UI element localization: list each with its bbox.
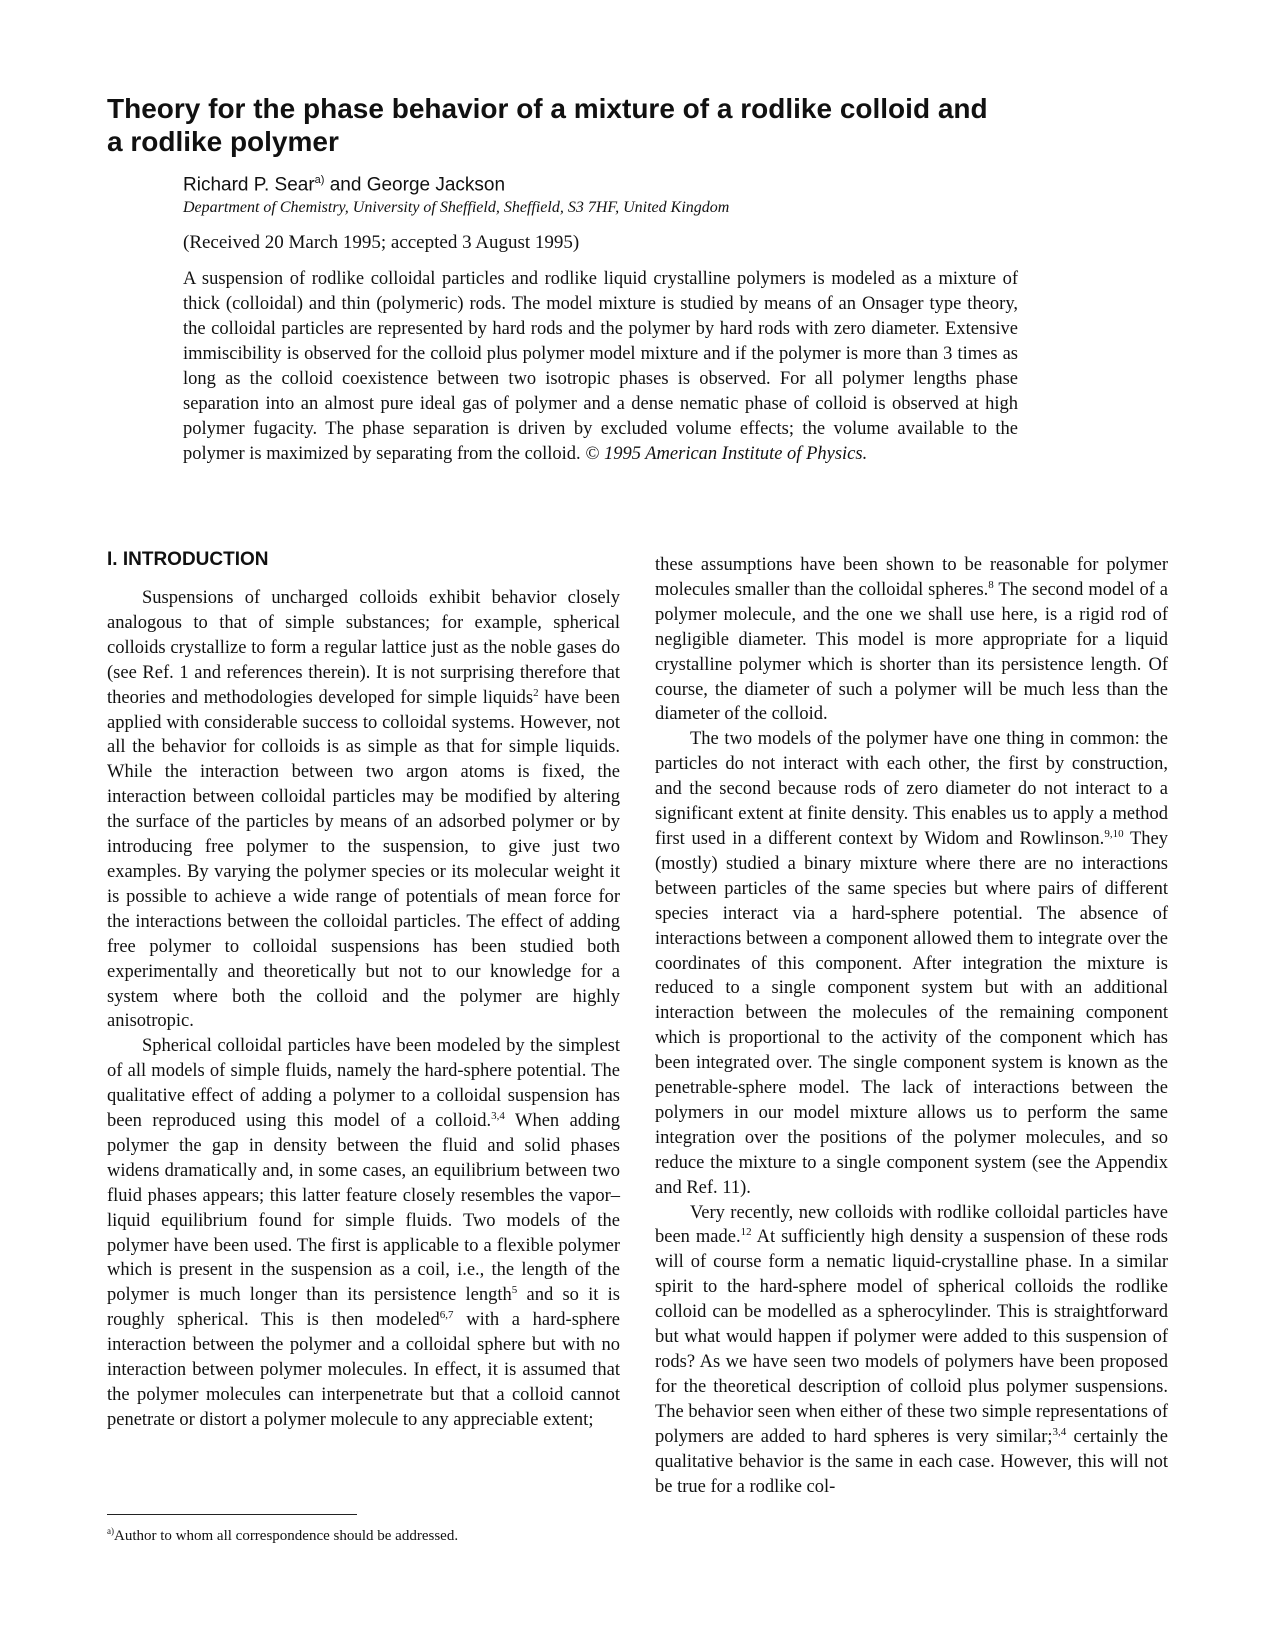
affiliation: Department of Chemistry, University of Sheffield, Sheffield, S3 7HF, United Kingdom <box>183 199 730 216</box>
paragraph: The two models of the polymer have one thing in common: the particles do not interact with each other, the first by construction, and the second because rods of zero diameter do not interact to a significant extent at finite density. This enables us to apply a method first used in a different context by Widom and Rowlinson.$^{9,10}$ They (mostly) studied a binary mixture where there are no interactions between particles of the same species but where pairs of different species interact via a hard-sphere potential. The absence of interactions between a component allowed them to integrate over the coordinates of this component. After integration the mixture is reduced to a single component system but with an additional interaction between the molecules of the remaining component which is proportional to the activity of the component which has been integrated over. The single component system is known as the penetrable-sphere model. The lack of interactions between the polymers in our model mixture allows us to perform the same integration over the positions of the polymer molecules, and so reduce the mixture to a single component system (see the Appendix and Ref. 11). <box>655 729 1168 1198</box>
citation: 8 <box>988 578 994 591</box>
citation: 3,4 <box>491 1109 505 1122</box>
paragraph: Very recently, new colloids with rodlike colloidal particles have been made.$^{12}$ At sufficiently high density a suspension of these rods will of course form a nematic liquid-crystalline phase. In a similar spirit to the hard-sphere model of spherical colloids the rodlike colloid can be modelled as a spherocylinder. This is straightforward but what would happen if polymer were added to this suspension of rods? As we have seen two models of polymers have been proposed for the theoretical description of colloid plus polymer suspensions. The behavior seen when either of these two simple representations of polymers are added to hard spheres is very similar;$^{3,4}$ certainly the qualitative behavior is the same in each case. However, this will not be true for a rodlike col- <box>655 1202 1168 1497</box>
left-column <box>107 548 620 1433</box>
paragraph: Suspensions of uncharged colloids exhibit behavior closely analogous to that of simple substances; for example, spherical colloids crystallize to form a regular lattice just as the noble gases do (see Ref. 1 and references therein). It is not surprising therefore that theories and methodologies developed for simple liquids$^2$ have been applied with considerable success to colloidal systems. However, not all the behavior for colloids is as simple as that for simple liquids. While the interaction between two argon atoms is fixed, the interaction between colloidal particles may be modified by altering the surface of the particles by means of an adsorbed polymer or by introducing free polymer to the suspension, to give just two examples. By varying the polymer species or its molecular weight it is possible to achieve a wide range of potentials of mean force for the interactions between the colloidal particles. The effect of adding free polymer to colloidal suspensions has been studied both experimentally and theoretically but not to our knowledge for a system where both the colloid and the polymer are highly anisotropic. <box>107 588 620 1032</box>
section-heading: I. INTRODUCTION <box>107 549 269 570</box>
abstract-text: A suspension of rodlike colloidal particles and rodlike liquid crystalline polymers is modeled as a mixture of thick (colloidal) and thin (polymeric) rods. The model mixture is studied by means of an Onsager type theory, the colloidal particles are represented by hard rods and the polymer by hard rods with zero diameter. Extensive immiscibility is observed for the colloid plus polymer model mixture and if the polymer is more than 3 times as long as the colloid coexistence between two isotropic phases is observed. For all polymer lengths phase separation into an almost pure ideal gas of polymer and a dense nematic phase of colloid is observed at high polymer fugacity. The phase separation is driven by excluded volume effects; the volume available to the polymer is maximized by separating from the colloid. <box>183 269 1018 464</box>
citation: 2 <box>533 686 539 699</box>
author-line <box>183 174 505 196</box>
footnote-rule <box>107 1514 357 1515</box>
author-name: Richard P. Sear <box>183 174 315 196</box>
received-dates: (Received 20 March 1995; accepted 3 August 1995) <box>183 232 580 253</box>
footnote-text: Author to whom all correspondence should be addressed. <box>114 1528 459 1544</box>
footnote <box>107 1526 458 1545</box>
paragraph: these assumptions have been shown to be reasonable for polymer molecules smaller than the colloidal spheres.$^8$ The second model of a polymer molecule, and the one we shall use here, is a rigid rod of negligible diameter. This model is more appropriate for a liquid crystalline polymer which is shorter than its persistence length. Of course, the diameter of such a polymer will be much less than the diameter of the colloid. <box>655 555 1168 725</box>
citation: 6,7 <box>439 1309 454 1322</box>
footnote-mark: a) <box>107 1526 114 1536</box>
author-footnote-mark: a) <box>314 174 325 186</box>
abstract <box>183 267 1018 467</box>
author-name: and George Jackson <box>324 174 506 196</box>
paragraph: Spherical colloidal particles have been modeled by the simplest of all models of simple fluids, namely the hard-sphere potential. The qualitative effect of adding a polymer to a colloidal suspension has been reproduced using this model of a colloid.$^{3,4}$ When adding polymer the gap in density between the fluid and solid phases widens dramatically and, in some cases, an equilibrium between two fluid phases appears; this latter feature closely resembles the vapor–liquid equilibrium found for simple fluids. Two models of the polymer have been used. The first is applicable to a flexible polymer which is present in the suspension as a coil, i.e., the length of the polymer is much longer than its persistence length$^5$ and so it is roughly spherical. This is then modeled$^{6,7}$ with a hard-sphere interaction between the polymer and a colloidal sphere but with no interaction between polymer molecules. In effect, it is assumed that the polymer molecules can interpenetrate but that a colloid cannot penetrate or distort a polymer molecule to any appreciable extent; <box>107 1036 621 1430</box>
citation: 5 <box>511 1284 518 1297</box>
right-column <box>655 553 1168 1499</box>
copyright-notice: © 1995 American Institute of Physics. <box>585 444 868 464</box>
citation: 12 <box>740 1226 752 1239</box>
citation: 3,4 <box>1052 1425 1067 1438</box>
paper-title: Theory for the phase behavior of a mixture of a rodlike colloid and a rodlike polymer <box>107 93 988 157</box>
citation: 9,10 <box>1104 827 1124 840</box>
